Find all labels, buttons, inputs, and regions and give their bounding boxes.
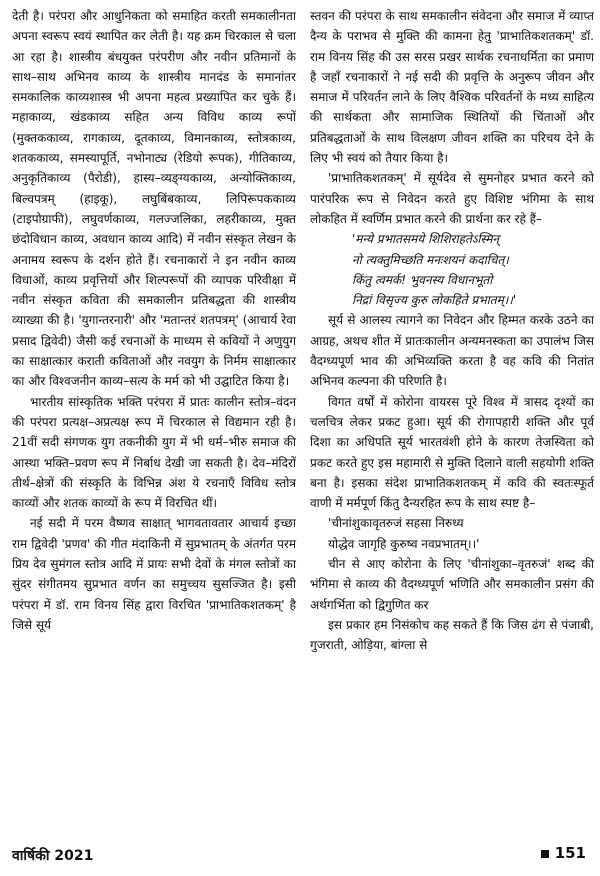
right-paragraph-2: 'प्राभातिकशतकम्' में सूर्यदेव से सुमनोहर प्रभात करने को पारंपरिक रूप से निवेदन करते हुए विशिष्ट भंगिमा के साथ लोकहित में स्वर्णिम प्रभात करने की प्रार्थना कर रहे हैं– [310,171,594,226]
right-paragraph-6: इस प्रकार हम निसंकोच कह सकते हैं कि जिस ढंग से पंजाबी, गुजराती, ओड़िया, बांग्ला से [310,617,594,653]
verse-line: नो त्यक्तुमिच्छति मनःशयनं कदाचित्। [352,252,509,267]
right-paragraph-1: स्तवन की परंपरा के साथ समकालीन संवेदना और समाज में व्याप्त दैन्य के पराभव से मुक्ति की कामना हेतु 'प्राभातिकशतकम्' डॉ. राम विनय सिंह की उस सरस प्रखर सार्थक रचनाधर्मिता का प्रमाण है जहाँ रचनाकारों ने नई सदी की प्रवृत्ति के अनुरूप जीवन और समाज में परिवर्तन लाने के लिए वैश्विक परिवर्तनों के मध्य साहित्य की सार्थकता और सामाजिक स्थितियों की चिंताओं और प्रतिबद्धताओं के साथ विलक्षण जीवन शक्ति का परिचय देने के लिए भी स्वयं को तैयार किया है। [310,9,594,166]
verse-line: किंतु त्वमर्क! भुवनस्य विधानभूतो [352,272,493,287]
right-paragraph-3: सूर्य से आलस्य त्यागने का निवेदन और हिम्मत करके उठने का आग्रह, अथच शीत में प्रातःकालीन अन्यमनस्कता का उपालंभ जिस वैदग्ध्यपूर्ण भाव की अभिव्यक्ति करता है वह कवि की नितांत अभिनव कल्पना की परिणति है। [310,313,594,389]
verse-line: 'मन्ये प्रभातसमये शिशिराहतेऽस्मिन् [352,232,500,247]
right-column [310,6,594,656]
square-bullet-icon [541,850,549,858]
left-column [12,6,296,635]
page-number: 151 [554,844,586,862]
left-paragraph-1: देती है। परंपरा और आधुनिकता को समाहित करती समकालीनता अपना स्वरूप स्वयं स्थापित कर लेती है। यह क्रम चिरकाल से चला आ रहा है। शास्त्रीय बंधयुक्त परंपरीण और नवीन प्रतिमानों के साथ–साथ अभिनव काव्य के शास्त्रीय मानदंड के समानांतर समकालिक काव्यशास्त्र भी अपना महत्व प्रख्यापित कर चुके हैं। महाकाव्य, खंडकाव्य सहित अन्य विविध काव्य रूपों (मुक्तककाव्य, रागकाव्य, दूतकाव्य, विमानकाव्य, स्तोत्रकाव्य, शतककाव्य, समस्यापूर्ति, नभोनाट्य (रेडियो रूपक), गीतिकाव्य, अनुकृतिकाव्य (पैरोडी), हास्य–व्यङ्ग्यकाव्य, अन्योक्तिकाव्य, बिल्वपत्रम् (हाइकू), लघुबिंबकाव्य, लिपिरूपककाव्य (टाइपोग्राफी), लघुवर्णकाव्य, गलज्जलिका, लहरीकाव्य, मुक्त छंदोविधान काव्य, अवधान काव्य आदि) में नवीन संस्कृत लेखन के अनामय स्वरूप के दर्शन होते हैं। रचनाकारों ने इन नवीन काव्य विधाओं, काव्य प्रवृत्तियों और शिल्परूपों की व्यापक परिवीक्षा में नवीन संस्कृत कविता की समकालीन प्रतिबद्धता की शास्त्रीय व्याख्या की है। 'युगान्तरनारी' और 'मतान्तरं शतपत्रम्' (आचार्य रेवा प्रसाद द्विवेदी) जैसी कई रचनाओं के माध्यम से कवियों ने अणुयुग का साक्षात्कार कराती कविताओं और नवयुग के निर्मम साक्षात्कार का और विश्वजनीन काव्य–सत्य के मर्म को भी उद्घाटित किया है। [12,9,296,389]
page-number-block [541,844,586,862]
verse-line: 'चीनांशुकावृतरुजं सहसा निरुध्य [328,516,464,531]
verse-line: निद्रां विसृज्य कुरु लोकहिते प्रभातम्।।' [352,293,517,308]
journal-footer: वार्षिकी 2021 [12,848,94,864]
verse-line: योद्धेव जागृहि कुरुष्व नवप्रभातम्।।' [328,536,480,551]
right-paragraph-4: विगत वर्षों में कोरोना वायरस पूरे विश्व में त्रासद दृश्यों का चलचित्र लेकर प्रकट हुआ। सूर्य की रोगापहारी शक्ति और पूर्व दिशा का अधिपति सूर्य भारतवंशी होने के कारण तेजस्विता को प्रकट करते हुए इस महामारी से मुक्ति दिलाने वाली सहयोगी शक्ति बना है। इसका संदेश प्राभातिकशतकम् में कवि की स्वतःस्फूर्त वाणी में मर्मपूर्ण किंतु दैन्यरहित रूप के साथ स्पष्ट है– [310,394,594,511]
right-paragraph-5: चीन से आए कोरोना के लिए 'चीनांशुका–वृतरुजं' शब्द की भंगिमा से काव्य की वैदग्ध्यपूर्ण भणिति और समकालीन प्रसंग की अर्थगर्भिता को द्विगुणित कर [310,557,594,612]
left-paragraph-3: नई सदी में परम वैष्णव साक्षात् भागवतावतार आचार्य इच्छा राम द्विवेदी 'प्रणव' की गीत मंदाकिनी में सुप्रभातम् के अंतर्गत परम प्रिय देव सुमंगल स्तोत्र आदि में प्रायः सभी देवों के मंगल स्तोत्रों का सुंदर संगीतमय सुप्रभात वर्णन का समुच्चय सुसज्जित है। इसी परंपरा में डॉ. राम विनय सिंह द्वारा विरचित 'प्राभातिकशतकम्' है जिसे सूर्य [12,516,296,632]
left-paragraph-2: भारतीय सांस्कृतिक भक्ति परंपरा में प्रातः कालीन स्तोत्र–वंदन की परंपरा प्रत्यक्ष–अप्रत्यक्ष रूप में चिरकाल से विद्यमान रही है। 21वीं सदी संगणक युग तकनीकी युग में भी धर्म–भीरु समाज की आस्था भक्ति–प्रवण रूप में निर्बाध देखी जा सकती है। देव–मंदिरों तीर्थ–क्षेत्रों की संस्कृति के विभिन्न अंश ये रचनाएँ विविध स्तोत्र काव्यों और शतक काव्यों के रूप में विरचित थीं। [12,394,296,511]
